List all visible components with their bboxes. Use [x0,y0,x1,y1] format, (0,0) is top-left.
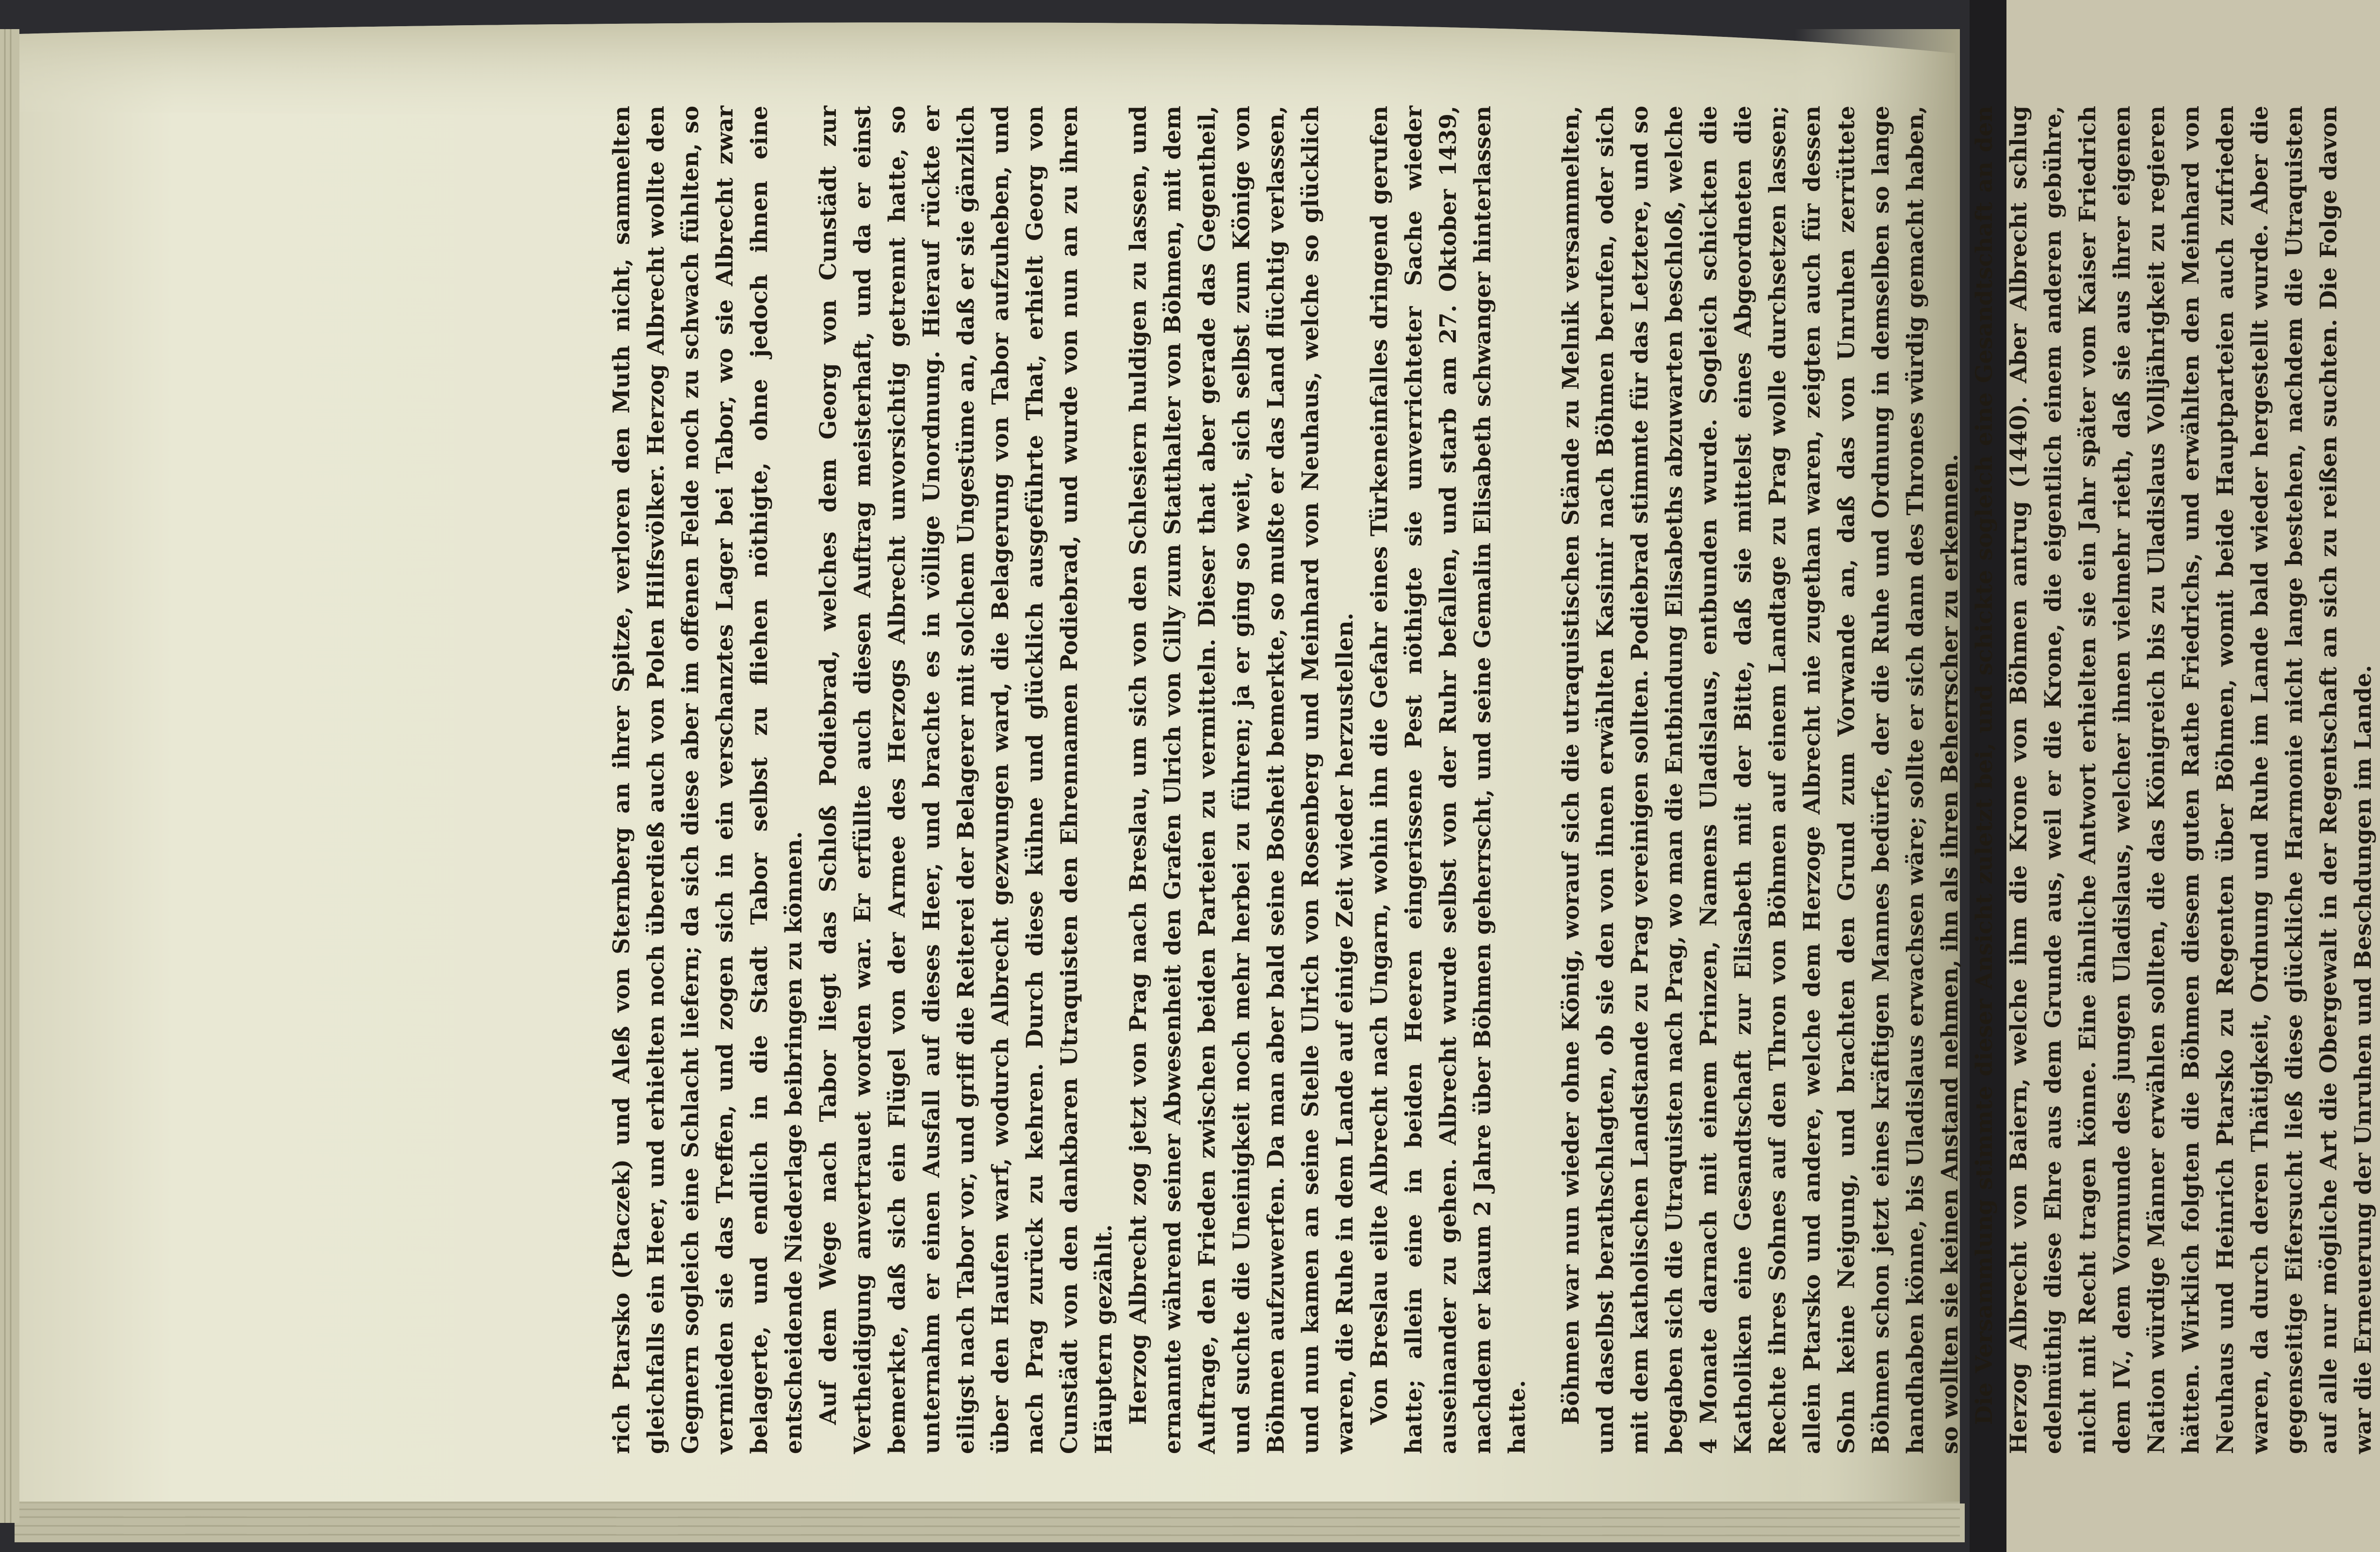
page-stack-left [0,29,19,1523]
paragraph: Die Versammlung stimmte dieser Ansicht zuletzt bei, und schickte sogleich eine Gesandtschaft an den Herzog Albrecht von Baiern, welche ihm die Krone von Böhmen antrug (1440). Aber Albrecht schlug edelmüthig diese Ehre aus dem Grunde aus, weil er die Krone, die eigentlich einem anderen gebühre, nicht mit Recht tragen könne. Eine ähnliche Antwort erhielten sie ein Jahr später vom Kaiser Friedrich dem IV., dem Vormunde des jungen Uladislaus, welcher ihnen vielmehr rieth, daß sie aus ihrer eigenen Nation würdige Männer erwählen sollten, die das Königreich bis zu Uladislaus Volljährigkeit zu regieren hätten. Wirklich folgten die Böhmen diesem guten Rathe Friedrichs, und erwählten den Meinhard von Neuhaus und Heinrich Ptarsko zu Regenten über Böhmen, womit beide Hauptparteien auch zufrieden waren, da durch deren Thätigkeit, Ordnung und Ruhe im Lande bald wieder hergestellt wurde. Aber die gegenseitige Eifersucht ließ diese glückliche Harmonie nicht lange bestehen, nachdem die Utraquisten auf alle nur mögliche Art die Obergewalt in der Regentschaft an sich zu reißen suchten. Die Folge davon war die Erneuerung der Unruhen und Beschdungen im Lande. [1971,106,2376,1454]
paragraph: Auf dem Wege nach Tabor liegt das Schloß Podiebrad, welches dem Georg von Cunstädt zur Vertheidigung anvertrauet worden war. Er erfüllte auch diesen Auftrag meisterhaft, und da er einst bemerkte, daß sich ein Flügel von der Armee des Herzogs Albrecht unvorsichtig getrennt hatte, so unternahm er einen Ausfall auf dieses Heer, und brachte es in völlige Unordnung. Hierauf rückte er eiligst nach Tabor vor, und griff die Reiterei der Belagerer mit solchem Ungestüme an, daß er sie gänzlich über den Haufen warf, wodurch Albrecht gezwungen ward, die Belagerung von Tabor aufzuheben, und nach Prag zurück zu kehren. Durch diese kühne und glücklich ausgeführte That, erhielt Georg von Cunstädt von den dankbaren Utraquisten den Ehrennamen Podiebrad, und wurde von nun an zu ihren Häuptern gezählt. [815,106,1117,1454]
paragraph: rich Ptarsko (Ptaczek) und Aleß von Sternberg an ihrer Spitze, verloren den Muth nicht, sammelten gleichfalls ein Heer, und erhielten noch überdieß auch von Polen Hilfsvölker. Herzog Albrecht wollte den Gegnern sogleich eine Schlacht liefern; da sich diese aber im offenen Felde noch zu schwach fühlten, so vermieden sie das Treffen, und zogen sich in ein verschanztes Lager bei Tabor, wo sie Albrecht zwar belagerte, und endlich in die Stadt Tabor selbst zu fliehen nöthigte, ohne jedoch ihnen eine entscheidende Niederlage beibringen zu können. [608,106,807,1454]
page-text-block [604,106,2376,1454]
paragraph: Herzog Albrecht zog jetzt von Prag nach Breslau, um sich von den Schlesiern huldigen zu lassen, und ernannte während seiner Abwesenheit den Grafen Ulrich von Cilly zum Statthalter von Böhmen, mit dem Auftrage, den Frieden zwischen beiden Parteien zu vermitteln. Dieser that aber gerade das Gegentheil, und suchte die Uneinigkeit noch mehr herbei zu führen; ja er ging so weit, sich selbst zum Könige von Böhmen aufzuwerfen. Da man aber bald seine Bosheit bemerkte, so mußte er das Land flüchtig verlassen, und nun kamen an seine Stelle Ulrich von Rosenberg und Meinhard von Neuhaus, welche so glücklich waren, die Ruhe in dem Lande auf einige Zeit wieder herzustellen. [1125,106,1358,1454]
paragraph: Böhmen war nun wieder ohne König, worauf sich die utraquistischen Stände zu Melnik versammelten, und daselbst berathschlagten, ob sie den von ihnen erwählten Kasimir nach Böhmen berufen, oder sich mit dem katholischen Landstande zu Prag vereinigen sollten. Podiebrad stimmte für das Letztere, und so begaben sich die Utraquisten nach Prag, wo man die Entbindung Elisabeths abzuwarten beschloß, welche 4 Monate darnach mit einem Prinzen, Namens Uladislaus, entbunden wurde. Sogleich schickten die Katholiken eine Gesandtschaft zur Elisabeth mit der Bitte, daß sie mittelst eines Abgeordneten die Rechte ihres Sohnes auf den Thron von Böhmen auf einem Landtage zu Prag wolle durchsetzen lassen; allein Ptarsko und andere, welche dem Herzoge Albrecht nie zugethan waren, zeigten auch für dessen Sohn keine Neigung, und brachten den Grund zum Vorwande an, daß das von Unruhen zerrüttete Böhmen schon jetzt eines kräftigen Mannes bedürfe, der die Ruhe und Ordnung in demselben so lange handhaben könne, bis Uladislaus erwachsen wäre; sollte er sich dann des Thrones würdig gemacht haben, so wollten sie keinen Anstand nehmen, ihn als ihren Beherrscher zu erkennen. [1557,106,1963,1454]
paragraph: Von Breslau eilte Albrecht nach Ungarn, wohin ihn die Gefahr eines Türkeneinfalles dringend gerufen hatte; allein eine in beiden Heeren eingerissene Pest nöthigte sie unverrichteter Sache wieder auseinander zu gehen. Albrecht wurde selbst von der Ruhr befallen, und starb am 27. Oktober 1439, nachdem er kaum 2 Jahre über Böhmen geherrscht, und seine Gemalin Elisabeth schwanger hinterlassen hatte. [1366,106,1530,1454]
